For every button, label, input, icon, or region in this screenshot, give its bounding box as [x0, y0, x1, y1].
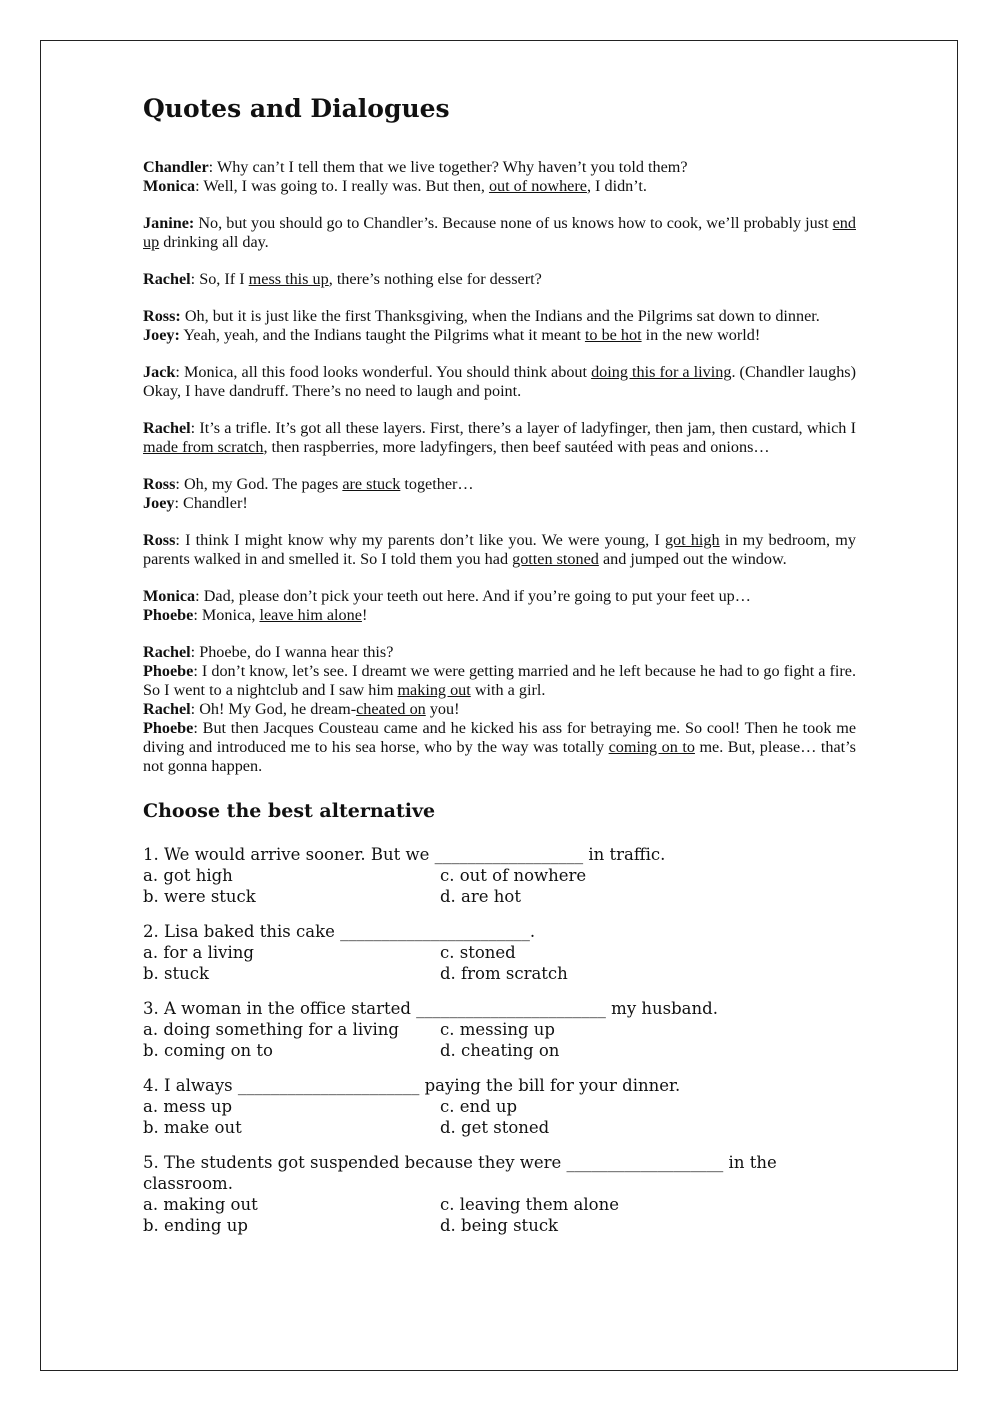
dialogue-line: Joey: Chandler! — [143, 494, 248, 512]
dialogue-block — [143, 363, 856, 401]
option-c[interactable]: c. out of nowhere — [440, 866, 587, 885]
option-c[interactable]: c. leaving them alone — [440, 1195, 619, 1214]
speaker-name: Phoebe — [143, 606, 194, 624]
option-d[interactable]: d. cheating on — [440, 1041, 560, 1060]
dialogue-line: Rachel: Oh! My God, he dream-cheated on you! — [143, 700, 460, 718]
option-b[interactable]: b. ending up — [143, 1216, 248, 1235]
dialogue-line: Monica: Well, I was going to. I really was. But then, out of nowhere, I didn’t. — [143, 177, 647, 195]
answer-options — [143, 1194, 856, 1236]
speaker-name: Joey: — [143, 326, 180, 344]
speaker-name: Joey — [143, 494, 175, 512]
option-a[interactable]: a. got high — [143, 866, 233, 885]
underlined-expression: gotten stoned — [512, 550, 599, 568]
option-b[interactable]: b. coming on to — [143, 1041, 273, 1060]
speaker-name: Jack — [143, 363, 176, 381]
question — [143, 921, 856, 984]
underlined-expression: coming on to — [608, 738, 695, 756]
speaker-name: Phoebe — [143, 662, 194, 680]
option-b[interactable]: b. stuck — [143, 964, 210, 983]
worksheet — [143, 92, 856, 1250]
option-a[interactable]: a. mess up — [143, 1097, 233, 1116]
answer-options — [143, 1096, 856, 1138]
exercise-heading: Choose the best alternative — [143, 800, 436, 822]
option-d[interactable]: d. get stoned — [440, 1118, 550, 1137]
question — [143, 844, 856, 907]
speaker-name: Rachel — [143, 419, 191, 437]
dialogue-line: Ross: I think I might know why my parents don’t like you. We were young, I got high in my bedroom, my parents walked in and smelled it. So I told them you had gotten stoned and jumped out the window. — [143, 531, 856, 568]
dialogue-line: Chandler: Why can’t I tell them that we live together? Why haven’t you told them? — [143, 158, 688, 176]
question-stem: 5. The students got suspended because they were ___________________ in the classroom. — [143, 1153, 777, 1193]
underlined-expression: leave him alone — [259, 606, 362, 624]
dialogue-line: Ross: Oh, but it is just like the first Thanksgiving, when the Indians and the Pilgrims sat down to dinner. — [143, 307, 820, 325]
dialogue-line: Janine: No, but you should go to Chandler’s. Because none of us knows how to cook, we’ll probably just end up drinking all day. — [143, 214, 856, 251]
underlined-expression: doing this for a living — [591, 363, 732, 381]
dialogue-block — [143, 643, 856, 776]
dialogue-line: Rachel: It’s a trifle. It’s got all these layers. First, there’s a layer of ladyfinger, then jam, then custard, which I made from scratch, then raspberries, more ladyfingers, then beef sautéed with peas and onions… — [143, 419, 856, 456]
question-stem: 2. Lisa baked this cake _______________________. — [143, 922, 536, 941]
option-a[interactable]: a. for a living — [143, 943, 254, 962]
dialogue-block — [143, 475, 856, 513]
dialogue-line: Phoebe: But then Jacques Cousteau came and he kicked his ass for betraying me. So cool! Then he took me diving and introduced me to his sea horse, who by the way was totally coming on to me. But, please… that’s not gonna happen. — [143, 719, 857, 775]
underlined-expression: to be hot — [584, 326, 642, 344]
dialogue-block — [143, 419, 856, 457]
option-c[interactable]: c. end up — [440, 1097, 518, 1116]
dialogues-section — [143, 158, 856, 776]
question — [143, 1075, 856, 1138]
option-d[interactable]: d. being stuck — [440, 1216, 559, 1235]
underlined-expression: are stuck — [342, 475, 401, 493]
answer-options — [143, 942, 856, 984]
dialogue-block — [143, 587, 856, 625]
answer-options — [143, 865, 856, 907]
speaker-name: Monica — [143, 587, 196, 605]
speaker-name: Ross: — [143, 307, 181, 325]
dialogue-block — [143, 158, 856, 196]
question-stem: 4. I always ______________________ paying the bill for your dinner. — [143, 1076, 681, 1095]
dialogue-line: Monica: Dad, please don’t pick your teeth out here. And if you’re going to put your feet up… — [143, 587, 751, 605]
underlined-expression: made from scratch — [143, 438, 264, 456]
question-stem: 1. We would arrive sooner. But we __________________ in traffic. — [143, 845, 666, 864]
speaker-name: Rachel — [143, 643, 191, 661]
option-a[interactable]: a. making out — [143, 1195, 258, 1214]
speaker-name: Rachel — [143, 270, 191, 288]
option-a[interactable]: a. doing something for a living — [143, 1020, 399, 1039]
dialogue-block — [143, 214, 856, 252]
option-d[interactable]: d. are hot — [440, 887, 521, 906]
option-c[interactable]: c. stoned — [440, 943, 516, 962]
speaker-name: Ross — [143, 531, 176, 549]
speaker-name: Monica — [143, 177, 196, 195]
speaker-name: Janine: — [143, 214, 195, 232]
dialogue-line: Jack: Monica, all this food looks wonderful. You should think about doing this for a living. (Chandler laughs) Okay, I have dandruff. There’s no need to laugh and point. — [143, 363, 856, 400]
questions-section — [143, 844, 856, 1236]
underlined-expression: got high — [664, 531, 720, 549]
dialogue-line: Rachel: Phoebe, do I wanna hear this? — [143, 643, 394, 661]
option-b[interactable]: b. were stuck — [143, 887, 256, 906]
speaker-name: Chandler — [143, 158, 209, 176]
underlined-expression: mess this up — [248, 270, 329, 288]
underlined-expression: end up — [143, 214, 856, 251]
dialogue-line: Phoebe: Monica, leave him alone! — [143, 606, 368, 624]
underlined-expression: making out — [397, 681, 471, 699]
dialogue-line: Phoebe: I don’t know, let’s see. I dreamt we were getting married and he left because he had to go fight a fire. So I went to a nightclub and I saw him making out with a girl. — [143, 662, 856, 699]
speaker-name: Ross — [143, 475, 176, 493]
dialogue-block — [143, 531, 856, 569]
question-stem: 3. A woman in the office started _______________________ my husband. — [143, 999, 718, 1018]
option-c[interactable]: c. messing up — [440, 1020, 555, 1039]
dialogue-block — [143, 307, 856, 345]
dialogue-line: Rachel: So, If I mess this up, there’s nothing else for dessert? — [143, 270, 542, 288]
speaker-name: Phoebe — [143, 719, 194, 737]
dialogue-block — [143, 270, 856, 289]
option-b[interactable]: b. make out — [143, 1118, 242, 1137]
page-title: Quotes and Dialogues — [143, 94, 450, 123]
dialogue-line: Ross: Oh, my God. The pages are stuck together… — [143, 475, 474, 493]
question — [143, 1152, 856, 1236]
underlined-expression: out of nowhere — [488, 177, 587, 195]
option-d[interactable]: d. from scratch — [440, 964, 568, 983]
underlined-expression: cheated on — [356, 700, 426, 718]
question — [143, 998, 856, 1061]
answer-options — [143, 1019, 856, 1061]
dialogue-line: Joey: Yeah, yeah, and the Indians taught the Pilgrims what it meant to be hot in the new world! — [143, 326, 761, 344]
speaker-name: Rachel — [143, 700, 191, 718]
